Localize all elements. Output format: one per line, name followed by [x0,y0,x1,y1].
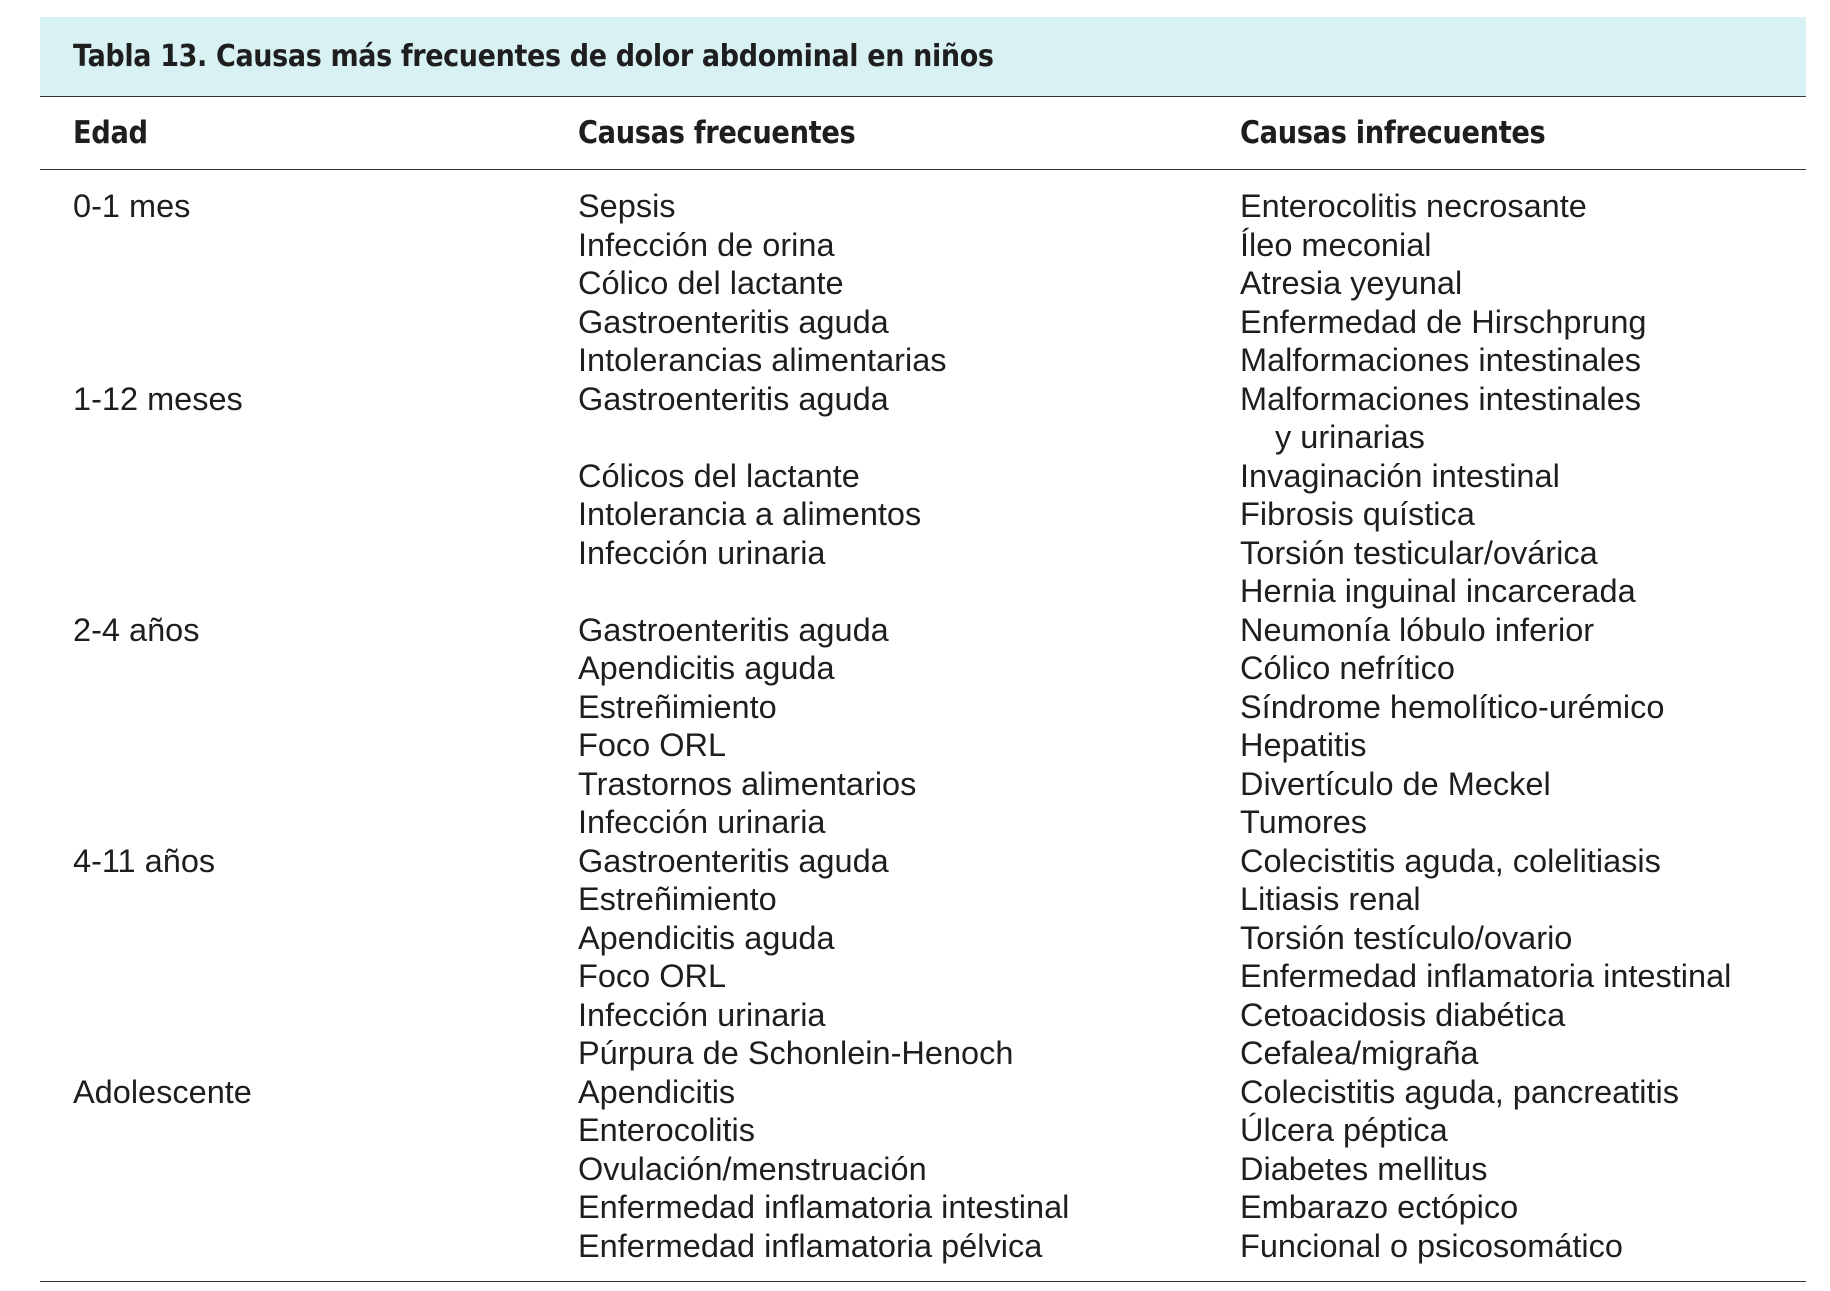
frequent-cause-cell: Infección urinaria [578,996,826,1033]
table-row [40,957,1806,996]
table-row [40,1111,1806,1150]
frequent-cause-cell: Púrpura de Schonlein-Henoch [578,1035,1014,1071]
table-row [40,226,1806,265]
table-row [40,187,1806,226]
table-row [40,303,1806,342]
table-row [40,803,1806,842]
infrequent-cause-cell: Enfermedad de Hirschprung [1240,303,1647,340]
frequent-cause-cell: Gastroenteritis aguda [578,842,889,879]
frequent-cause-cell: Gastroenteritis aguda [578,611,889,648]
table-row [40,880,1806,919]
frequent-cause-cell: Infección urinaria [578,804,826,840]
frequent-cause-cell: Gastroenteritis aguda [578,303,889,340]
infrequent-cause-cell: Síndrome hemolítico-urémico [1240,688,1665,725]
infrequent-cause-cell: Divertículo de Meckel [1240,765,1551,802]
infrequent-cause-cell: Enterocolitis necrosante [1240,188,1587,224]
frequent-cause-cell: Ovulación/menstruación [578,1150,927,1187]
infrequent-cause-cell: Úlcera péptica [1240,1112,1448,1148]
infrequent-cause-cell: Diabetes mellitus [1240,1150,1488,1187]
infrequent-cause-cell: Íleo meconial [1240,226,1432,263]
infrequent-cause-cell: Cólico nefrítico [1240,650,1455,686]
frequent-cause-cell: Enterocolitis [578,1112,756,1148]
table-body [40,170,1806,1282]
infrequent-cause-cell: Atresia yeyunal [1240,265,1463,301]
frequent-cause-cell: Infección de orina [578,226,835,263]
age-cell: 0-1 mes [73,188,191,224]
infrequent-cause-cell: Colecistitis aguda, pancreatitis [1240,1073,1679,1110]
age-cell: 4-11 años [73,842,216,879]
infrequent-cause-cell: Litiasis renal [1240,881,1421,917]
frequent-cause-cell: Apendicitis aguda [578,650,835,686]
infrequent-cause-cell: y urinarias [1275,419,1425,455]
age-cell: Adolescente [73,1073,252,1110]
infrequent-cause-cell: Fibrosis quística [1240,496,1475,532]
table-row [40,1188,1806,1227]
infrequent-cause-cell: Funcional o psicosomático [1240,1227,1623,1264]
frequent-cause-cell: Intolerancia a alimentos [578,496,922,532]
infrequent-cause-cell: Malformaciones intestinales [1240,380,1642,417]
infrequent-cause-cell: Malformaciones intestinales [1240,342,1642,378]
frequent-cause-cell: Foco ORL [578,958,727,994]
infrequent-cause-cell: Cefalea/migraña [1240,1035,1479,1071]
table-row [40,341,1806,380]
table-row [40,688,1806,727]
frequent-cause-cell: Foco ORL [578,727,727,763]
table-row [40,380,1806,419]
frequent-cause-cell: Trastornos alimentarios [578,765,917,802]
infrequent-cause-cell: Enfermedad inflamatoria intestinal [1240,958,1732,994]
header-infrequent-causes: Causas infrecuentes [1240,115,1546,151]
infrequent-cause-cell: Hepatitis [1240,727,1367,763]
table-title-bar [40,17,1806,97]
frequent-cause-cell: Cólicos del lactante [578,457,860,494]
age-cell: 2-4 años [73,611,200,648]
frequent-cause-cell: Gastroenteritis aguda [578,380,889,417]
frequent-cause-cell: Estreñimiento [578,881,777,917]
table-row [40,418,1806,457]
table-row [40,765,1806,804]
header-frequent-causes: Causas frecuentes [578,115,856,151]
table-row [40,264,1806,303]
table-row [40,457,1806,496]
frequent-cause-cell: Sepsis [578,188,676,224]
table-row [40,611,1806,650]
table-row [40,726,1806,765]
table-row [40,996,1806,1035]
header-age: Edad [73,115,148,151]
causes-table [40,17,1806,1282]
infrequent-cause-cell: Tumores [1240,804,1368,840]
table-row [40,1073,1806,1112]
infrequent-cause-cell: Embarazo ectópico [1240,1189,1519,1225]
frequent-cause-cell: Cólico del lactante [578,265,844,301]
table-header-row [40,97,1806,170]
frequent-cause-cell: Intolerancias alimentarias [578,342,947,378]
frequent-cause-cell: Enfermedad inflamatoria intestinal [578,1189,1070,1225]
table-row [40,649,1806,688]
table-row [40,534,1806,573]
frequent-cause-cell: Estreñimiento [578,688,777,725]
table-row [40,919,1806,958]
infrequent-cause-cell: Invaginación intestinal [1240,457,1560,494]
infrequent-cause-cell: Torsión testicular/ovárica [1240,534,1598,571]
table-row [40,572,1806,611]
table-row [40,495,1806,534]
table-row [40,1227,1806,1266]
frequent-cause-cell: Enfermedad inflamatoria pélvica [578,1227,1043,1264]
infrequent-cause-cell: Colecistitis aguda, colelitiasis [1240,842,1661,879]
frequent-cause-cell: Infección urinaria [578,534,826,571]
frequent-cause-cell: Apendicitis [578,1073,736,1110]
table-row [40,1034,1806,1073]
table-row [40,1150,1806,1189]
infrequent-cause-cell: Cetoacidosis diabética [1240,996,1566,1033]
frequent-cause-cell: Apendicitis aguda [578,919,835,956]
table-row [40,842,1806,881]
infrequent-cause-cell: Torsión testículo/ovario [1240,919,1573,956]
age-cell: 1-12 meses [73,380,243,417]
infrequent-cause-cell: Neumonía lóbulo inferior [1240,611,1595,648]
table-title: Tabla 13. Causas más frecuentes de dolor abdominal en niños [73,39,994,74]
infrequent-cause-cell: Hernia inguinal incarcerada [1240,573,1636,609]
